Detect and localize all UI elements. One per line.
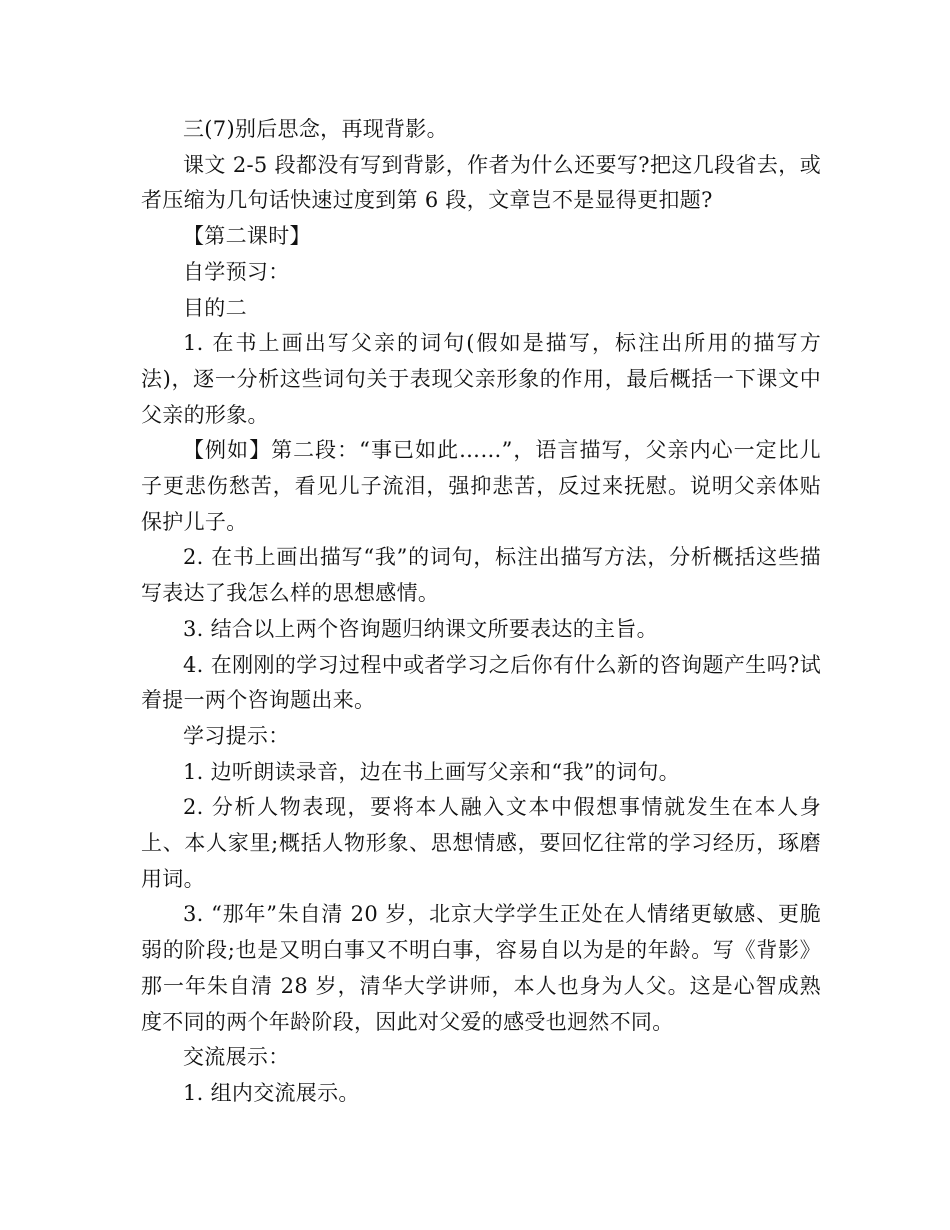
list-item: 1. 边听朗读录音，边在书上画写父亲和“我”的词句。 xyxy=(183,759,680,784)
subheading: 学习提示： xyxy=(183,723,290,748)
subheading: 自学预习： xyxy=(183,259,290,284)
list-item: 2. 在书上画出描写“我”的词句，标注出描写方法，分析概括这些描写表达了我怎么样的思想感情。 xyxy=(141,545,821,606)
list-item: 3. 结合以上两个咨询题归纳课文所要表达的主旨。 xyxy=(183,616,658,641)
list-item: 4. 在刚刚的学习过程中或者学习之后你有什么新的咨询题产生吗?试着提一两个咨询题出来。 xyxy=(141,652,821,713)
list-item: 1. 组内交流展示。 xyxy=(183,1080,360,1105)
paragraph: 三(7)别后思念，再现背影。 xyxy=(183,117,448,141)
paragraph: 课文 2-5 段都没有写到背影，作者为什么还要写?把这几段省去，或者压缩为几句话快速过度到第 6 段，文章岂不是显得更扣题? xyxy=(141,152,821,213)
list-item: 1. 在书上画出写父亲的词句(假如是描写，标注出所用的描写方法)，逐一分析这些词句关于表现父亲形象的作用，最后概括一下课文中父亲的形象。 xyxy=(141,331,821,427)
example-paragraph: 【例如】第二段：“事已如此……”，语言描写，父亲内心一定比儿子更悲伤愁苦，看见儿子流泪，强抑悲苦，反过来抚慰。说明父亲体贴保护儿子。 xyxy=(141,438,821,534)
document-body xyxy=(141,112,821,1112)
list-item: 3. “那年”朱自清 20 岁，北京大学学生正处在人情绪更敏感、更脆弱的阶段;也是又明白事又不明白事，容易自以为是的年龄。写《背影》那一年朱自清 28 岁，清华大学讲师，本人也身为人父。这是心智成熟度不同的两个年龄阶段，因此对父爱的感受也迥然不同。 xyxy=(141,902,821,1034)
subheading: 交流展示： xyxy=(183,1045,290,1070)
section-heading: 【第二课时】 xyxy=(183,224,311,249)
list-item: 2. 分析人物表现，要将本人融入文本中假想事情就发生在本人身上、本人家里;概括人物形象、思想情感，要回忆往常的学习经历，琢磨用词。 xyxy=(141,795,821,891)
subheading: 目的二 xyxy=(183,295,247,320)
